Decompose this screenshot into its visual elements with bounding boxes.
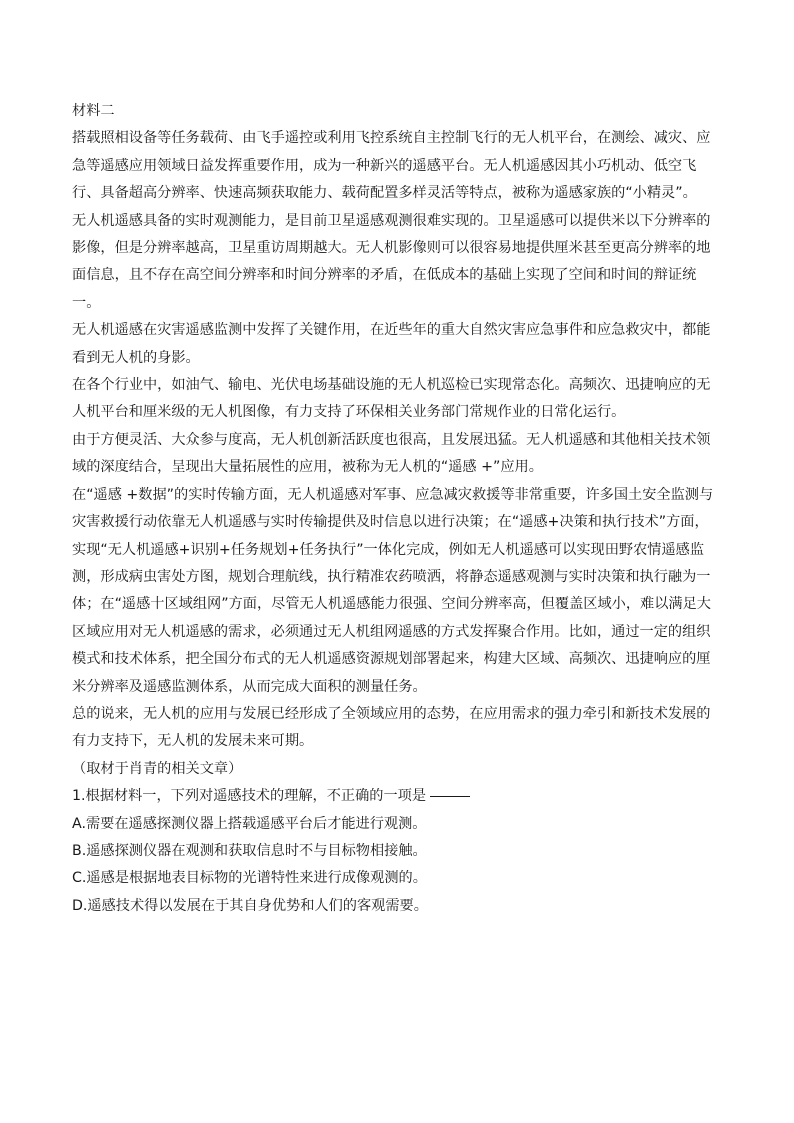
answer-blank: [430, 795, 470, 797]
paragraph-2: 无人机遥感具备的实时观测能力，是目前卫星遥感观测很难实现的。卫星遥感可以提供米以下分辨率的影像，但是分辨率越高，卫星重访周期越大。无人机影像则可以很容易地提供厘米甚至更高分辨率的地面信息，且不存在高空间分辨率和时间分辨率的矛盾，在低成本的基础上实现了空间和时间的辩证统一。: [72, 212, 711, 311]
section-heading: 材料二: [72, 103, 115, 119]
option-b: B.遥感探测仪器在观测和获取信息时不与目标物相接触。: [72, 842, 427, 859]
option-c: C.遥感是根据地表目标物的光谱特性来进行成像观测的。: [72, 870, 427, 887]
paragraph-7: 总的说来，无人机的应用与发展已经形成了全领域应用的态势，在应用需求的强力牵引和新技术发展的有力支持下，无人机的发展未来可期。: [72, 705, 711, 750]
option-a: A.需要在遥感探测仪器上搭载遥感平台后才能进行观测。: [72, 815, 427, 832]
document-body: [72, 98, 720, 920]
paragraph-5: 由于方便灵活、大众参与度高，无人机创新活跃度也很高，且发展迅猛。无人机遥感和其他相关技术领域的深度结合，呈现出大量拓展性的应用，被称为无人机的“遥感 +”应用。: [72, 431, 711, 476]
paragraph-4: 在各个行业中，如油气、输电、光伏电场基础设施的无人机巡检已实现常态化。高频次、迅捷响应的无人机平台和厘米级的无人机图像，有力支持了环保相关业务部门常规作业的日常化运行。: [72, 377, 711, 421]
source-note: （取材于肖青的相关文章）: [72, 760, 243, 777]
question-stem: 1.根据材料一，下列对遥感技术的理解，不正确的一项是: [72, 788, 427, 805]
option-d: D.遥感技术得以发展在于其自身优势和人们的客观需要。: [72, 897, 428, 914]
paragraph-6: 在“遥感 +数据”的实时传输方面，无人机遥感对军事、应急减灾救援等非常重要，许多国土安全监测与灾害救援行动依靠无人机遥感与实时传输提供及时信息以进行决策；在“遥感+决策和执行技术”方面，实现“无人机遥感+识别+任务规划+任务执行”一体化完成，例如无人机遥感可以实现田野农情遥感监测，形成病虫害处方图，规划合理航线，执行精准农药喷洒，将静态遥感观测与实时决策和执行融为一体；在“遥感十区域组网”方面，尽管无人机遥感能力很强、空间分辨率高，但覆盖区域小，难以满足大区域应用对无人机遥感的需求，必须通过无人机组网遥感的方式发挥聚合作用。比如，通过一定的组织模式和技术体系，把全国分布式的无人机遥感资源规划部署起来，构建大区域、高频次、迅捷响应的厘米分辨率及遥感监测体系，从而完成大面积的测量任务。: [72, 486, 714, 695]
paragraph-3: 无人机遥感在灾害遥感监测中发挥了关键作用，在近些年的重大自然灾害应急事件和应急救灾中，都能看到无人机的身影。: [72, 322, 711, 366]
paragraph-1: 搭载照相设备等任务载荷、由飞手遥控或利用飞控系统自主控制飞行的无人机平台，在测绘、减灾、应急等遥感应用领域日益发挥重要作用，成为一种新兴的遥感平台。无人机遥感因其小巧机动、低空飞行、具备超高分辨率、快速高频获取能力、载荷配置多样灵活等特点，被称为遥感家族的“小精灵”。: [72, 130, 711, 202]
question-stem-line: [72, 783, 720, 810]
